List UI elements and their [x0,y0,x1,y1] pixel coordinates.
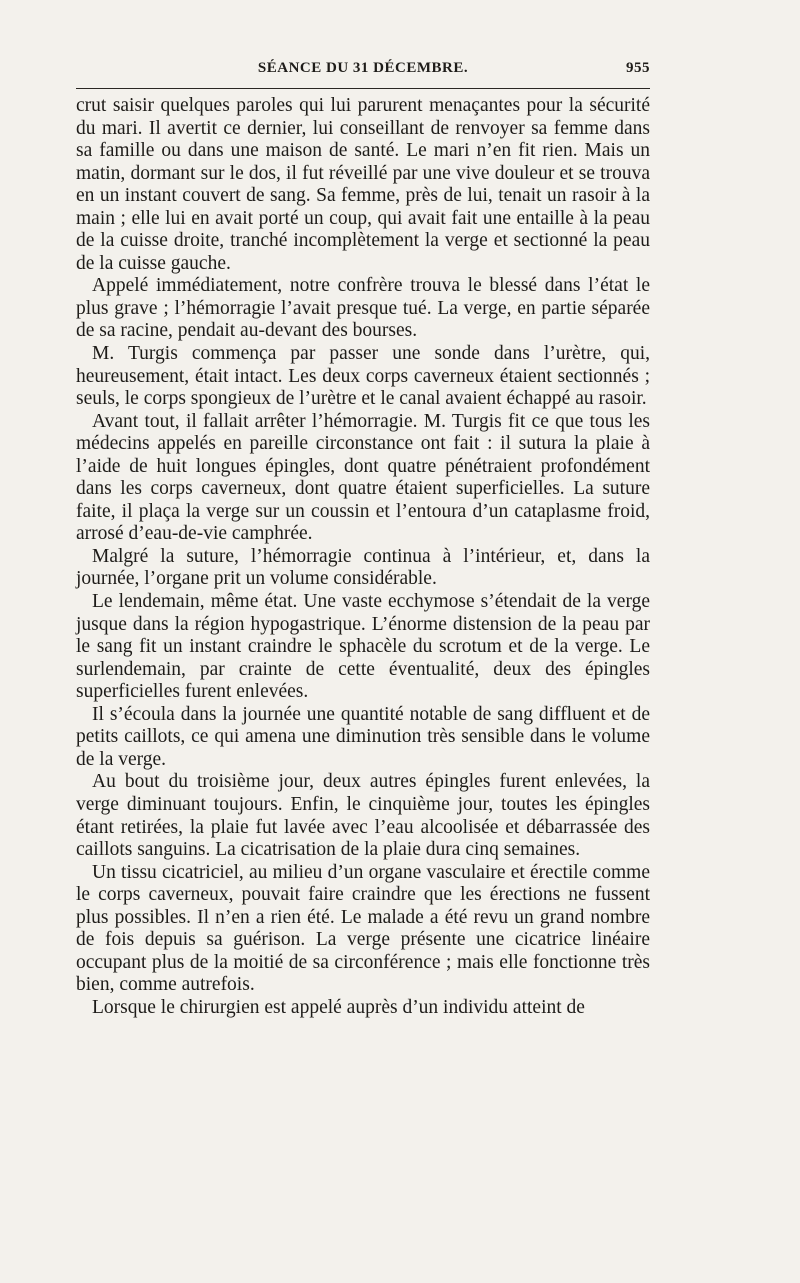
paragraph: Un tissu cicatriciel, au milieu d’un organe vasculaire et érectile comme le corps caverneux, pouvait faire craindre que les érections ne fussent plus possibles. Il n’en a rien été. Le malade a été revu un grand nombre de fois depuis sa guérison. La verge présente une cicatrice linéaire occupant plus de la moitié de sa circonférence ; mais elle fonctionne très bien, comme autrefois. [76,861,650,996]
running-head: SÉANCE DU 31 DÉCEMBRE. [257,60,469,76]
paragraph: Avant tout, il fallait arrêter l’hémorragie. M. Turgis fit ce que tous les médecins appelés en pareille circonstance ont fait : il sutura la plaie à l’aide de huit longues épingles, dont quatre pénétraient profondément dans les corps caverneux, dont quatre étaient superficielles. La suture faite, il plaça la verge sur un coussin et l’entoura d’un cataplasme froid, arrosé d’eau-de-vie camphrée. [76,410,650,545]
paragraph: M. Turgis commença par passer une sonde dans l’urètre, qui, heureusement, était intact. Les deux corps caverneux étaient sectionnés ; seuls, le corps spongieux de l’urètre et le canal avaient échappé au rasoir. [76,343,650,410]
body-text [76,95,650,1019]
paragraph: Il s’écoula dans la journée une quantité notable de sang diffluent et de petits caillots, ce qui amena une diminution très sensible dans le volume de la verge. [76,703,650,770]
header-rule [76,88,650,89]
paragraph-continuation: crut saisir quelques paroles qui lui parurent menaçantes pour la sécurité du mari. Il avertit ce dernier, lui conseillant de renvoyer sa femme dans sa famille ou dans une maison de santé. Le mari n’en fit rien. Mais un matin, dormant sur le dos, il fut réveillé par une vive douleur et se trouva en un instant couvert de sang. Sa femme, près de lui, tenait un rasoir à la main ; elle lui en avait porté un coup, qui avait fait une entaille à la peau de la cuisse droite, tranché incomplètement la verge et sectionné la peau de la cuisse gauche. [76,95,650,274]
paragraph: Au bout du troisième jour, deux autres épingles furent enlevées, la verge diminuant toujours. Enfin, le cinquième jour, toutes les épingles étant retirées, la plaie fut lavée avec l’eau alcoolisée et débarrassée des caillots sanguins. La cicatrisation de la plaie dura cinq semaines. [76,771,650,861]
page-header [76,60,650,84]
paragraph: Le lendemain, même état. Une vaste ecchymose s’étendait de la verge jusque dans la région hypogastrique. L’énorme distension de la peau par le sang fit un instant craindre le sphacèle du scrotum et de la verge. Le surlendemain, par crainte de cette éventualité, deux des épingles superficielles furent enlevées. [76,591,650,703]
paragraph: Malgré la suture, l’hémorragie continua à l’intérieur, et, dans la journée, l’organe prit un volume considérable. [76,545,650,590]
paragraph: Appelé immédiatement, notre confrère trouva le blessé dans l’état le plus grave ; l’hémorragie l’avait presque tué. La verge, en partie séparée de sa racine, pendait au-devant des bourses. [76,275,650,342]
page-number: 955 [626,60,650,76]
paragraph: Lorsque le chirurgien est appelé auprès d’un individu atteint de [92,996,585,1018]
